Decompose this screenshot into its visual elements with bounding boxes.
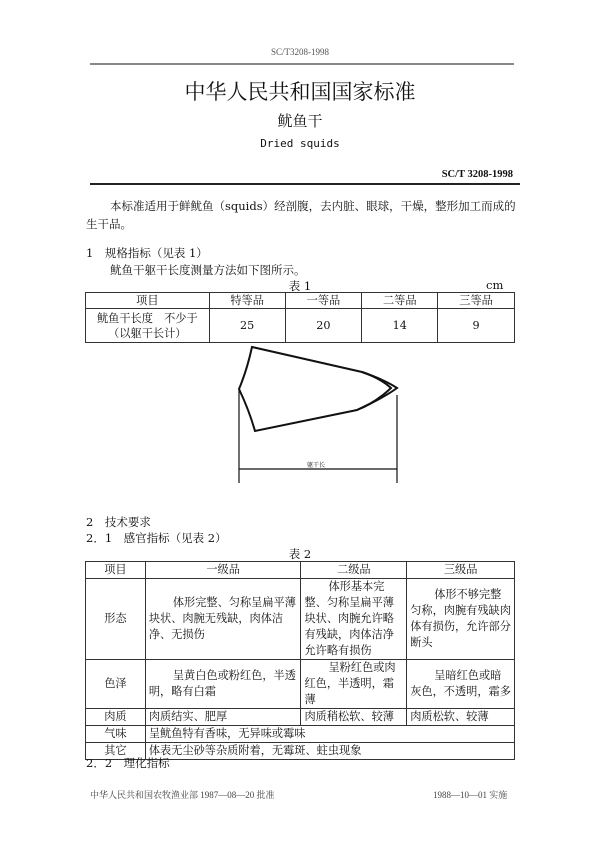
table-2-header: 项目 (86, 562, 146, 579)
table-1-header: 特等品 (209, 293, 285, 309)
national-standard-title: 中华人民共和国国家标准 (184, 80, 416, 104)
table-1-caption: 表 1 (288, 279, 312, 293)
table-1-header: 项目 (86, 293, 210, 309)
section-2-1-heading: 2．1 感官指标（见表 2） (86, 531, 227, 545)
table-1-header: 二等品 (362, 293, 438, 309)
scope-paragraph: 本标准适用于鲜鱿鱼（squids）经剖腹，去内脏、眼球，干燥，整形加工而成的生干品。 (86, 199, 516, 231)
footer-effective-date: 1988—10—01 实施 (433, 790, 508, 800)
document-title-en: Dried squids (260, 137, 340, 150)
title-divider (90, 183, 520, 185)
table-2-grade3-cell: 体形不够完整匀称，肉腕有残缺肉体有损伤，允许部分断头 (407, 579, 515, 660)
section-2-2-heading: 2．2 理化指标 (86, 756, 170, 770)
trunk-length-label: 躯干长 (307, 462, 326, 469)
section-1-text: 鱿鱼干躯干长度测量方法如下图所示。 (110, 263, 306, 277)
table-2-header-row (86, 562, 515, 579)
table-2-header: 三级品 (407, 562, 515, 579)
table-2-row-texture (86, 709, 515, 726)
squid-body-outline (239, 347, 391, 431)
table-1-header: 三等品 (438, 293, 515, 309)
standard-code: SC/T 3208-1998 (441, 169, 513, 180)
table-2-header: 二级品 (301, 562, 407, 579)
table-2-merged-cell: 呈鱿鱼特有香味，无异味或霉味 (145, 726, 514, 743)
table-2-grade3-cell: 肉质松软、较薄 (407, 709, 515, 726)
squid-fin-outline (357, 372, 397, 410)
table-2-grade1-cell: 呈黄白色或粉红色，半透明，略有白霜 (145, 660, 301, 709)
table-2-item: 肉质 (86, 709, 146, 726)
document-title-cn: 鱿鱼干 (277, 112, 323, 130)
table-2-row-color (86, 660, 515, 709)
table-1-value-grade3: 9 (438, 309, 515, 343)
table-2-caption: 表 2 (288, 547, 312, 561)
table-2-sensory (85, 561, 515, 760)
table-1-header: 一等品 (285, 293, 362, 309)
table-2-row-odor (86, 726, 515, 743)
table-2-grade3-cell: 呈暗红色或暗灰色，不透明，霜多 (407, 660, 515, 709)
table-2-merged-cell: 体表无尘砂等杂质附着，无霉斑、蛀虫现象 (145, 743, 514, 760)
table-1-value-special: 25 (209, 309, 285, 343)
table-2-grade2-cell: 肉质稍松软、较薄 (301, 709, 407, 726)
table-2-item: 其它 (86, 743, 146, 760)
section-2-heading: 2 技术要求 (86, 515, 151, 529)
table-2-item: 形态 (86, 579, 146, 660)
table-2-grade2-cell: 呈粉红色或肉红色，半透明，霜薄 (301, 660, 407, 709)
footer-approval: 中华人民共和国农牧渔业部 1987—08—20 批准 (90, 790, 275, 800)
table-1-value-grade2: 14 (362, 309, 438, 343)
squid-measurement-figure (225, 340, 405, 490)
table-2-grade1-cell: 体形完整、匀称呈扁平薄块状、肉腕无残缺，肉体洁净、无损伤 (145, 579, 301, 660)
section-1-heading: 1 规格指标（见表 1） (86, 246, 208, 260)
table-1-unit: cm (486, 278, 504, 292)
table-2-header: 一级品 (145, 562, 301, 579)
table-2-grade2-cell: 体形基本完整、匀称呈扁平薄块状、肉腕允许略有残缺，肉体洁净允许略有损伤 (301, 579, 407, 660)
table-2-row-shape (86, 579, 515, 660)
table-1-spec (85, 292, 515, 343)
table-1-row (86, 309, 515, 343)
table-1-item-cell (86, 309, 210, 343)
table-2-grade1-cell: 肉质结实、肥厚 (145, 709, 301, 726)
running-header-code: SC/T3208-1998 (270, 47, 329, 57)
table-1-item-line1: 鱿鱼干长度 不少于 (96, 311, 198, 325)
table-1-item-line2: （以躯干长计） (108, 326, 187, 340)
table-2-item: 气味 (86, 726, 146, 743)
table-1-header-row (86, 293, 515, 309)
table-1-value-grade1: 20 (285, 309, 362, 343)
header-divider (90, 63, 514, 65)
table-2-item: 色泽 (86, 660, 146, 709)
